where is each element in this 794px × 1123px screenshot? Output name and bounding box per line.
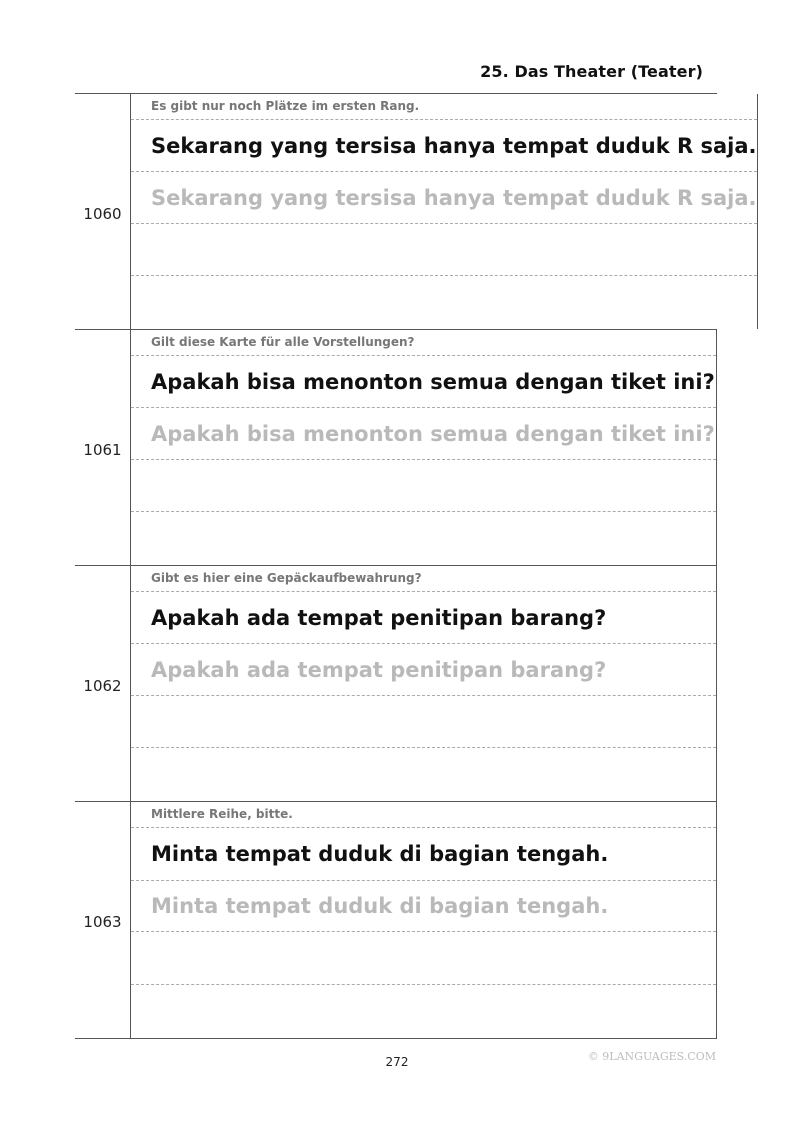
practice-entry (75, 566, 717, 802)
german-hint: Gilt diese Karte für alle Vorstellungen? (131, 330, 716, 356)
writing-line (131, 932, 716, 985)
writing-line (131, 985, 716, 1038)
practice-entry (75, 802, 717, 1038)
trace-sentence: Sekarang yang tersisa hanya tempat duduk R saja. (131, 172, 757, 224)
entry-lines (131, 802, 717, 1038)
model-sentence: Sekarang yang tersisa hanya tempat duduk R saja. (131, 120, 757, 173)
model-sentence: Minta tempat duduk di bagian tengah. (131, 828, 716, 881)
copyright-notice: © 9LANGUAGES.COM (587, 1050, 716, 1063)
model-sentence: Apakah bisa menonton semua dengan tiket ini? (131, 356, 716, 409)
writing-line (131, 460, 716, 513)
writing-line (131, 224, 757, 277)
page-number: 272 (385, 1055, 409, 1069)
trace-sentence: Apakah ada tempat penitipan barang? (131, 644, 716, 696)
writing-line (131, 512, 716, 565)
writing-line (131, 748, 716, 801)
practice-entry (75, 94, 757, 330)
entry-lines (131, 94, 758, 329)
writing-line (131, 696, 716, 749)
entry-number: 1061 (75, 330, 131, 565)
practice-sheet (75, 93, 757, 1039)
entry-lines (131, 566, 717, 801)
german-hint: Es gibt nur noch Plätze im ersten Rang. (131, 94, 757, 120)
entry-number: 1062 (75, 566, 131, 801)
entry-number: 1063 (75, 802, 131, 1038)
german-hint: Mittlere Reihe, bitte. (131, 802, 716, 828)
trace-sentence: Minta tempat duduk di bagian tengah. (131, 881, 716, 933)
german-hint: Gibt es hier eine Gepäckaufbewahrung? (131, 566, 716, 592)
writing-line (131, 276, 757, 329)
model-sentence: Apakah ada tempat penitipan barang? (131, 592, 716, 645)
page-title: 25. Das Theater (Teater) (480, 62, 703, 81)
entry-lines (131, 330, 717, 565)
practice-entry (75, 330, 717, 566)
trace-sentence: Apakah bisa menonton semua dengan tiket ini? (131, 408, 716, 460)
entry-number: 1060 (75, 94, 131, 329)
